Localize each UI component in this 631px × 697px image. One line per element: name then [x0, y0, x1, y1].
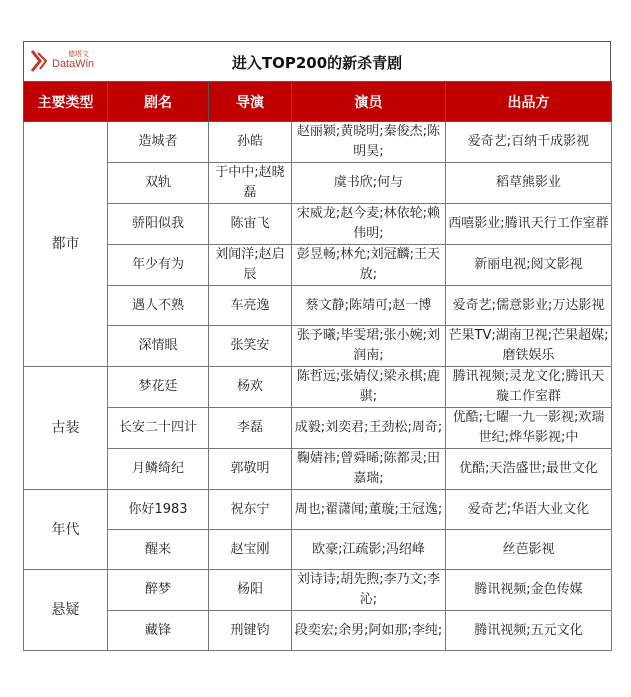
director: 孙皓 — [209, 122, 292, 163]
table-row — [24, 367, 612, 408]
category-cell: 悬疑 — [24, 570, 108, 651]
producer: 优酷;天浩盛世;最世文化 — [446, 449, 612, 490]
drama-name: 双轨 — [108, 163, 209, 204]
producer: 爱奇艺;华语大业文化 — [446, 490, 612, 530]
director: 刑键钧 — [209, 611, 292, 651]
header-row — [24, 82, 612, 122]
drama-name: 造城者 — [108, 122, 209, 163]
table-title: 进入TOP200的新杀青剧 — [231, 54, 403, 72]
drama-name: 骄阳似我 — [108, 204, 209, 245]
cast: 周也;翟潇闻;董璇;王冠逸; — [292, 490, 446, 530]
table-row — [24, 449, 612, 490]
director: 杨欢 — [209, 367, 292, 408]
cast: 鞠婧祎;曾舜晞;陈都灵;田嘉瑞; — [292, 449, 446, 490]
cast: 虞书欣;何与 — [292, 163, 446, 204]
table-row — [24, 204, 612, 245]
director: 张笑安 — [209, 326, 292, 367]
producer: 西嘻影业;腾讯天行工作室群 — [446, 204, 612, 245]
director: 赵宝刚 — [209, 530, 292, 570]
cast: 陈哲远;张婧仪;梁永棋;鹿骐; — [292, 367, 446, 408]
producer: 优酷;七曜一九一影视;欢瑞世纪;烨华影视;中 — [446, 408, 612, 449]
producer: 腾讯视频;灵龙文化;腾讯天璇工作室群 — [446, 367, 612, 408]
drama-name: 年少有为 — [108, 245, 209, 286]
header-director: 导演 — [209, 82, 292, 122]
cast: 成毅;刘奕君;王劲松;周奇; — [292, 408, 446, 449]
director: 李磊 — [209, 408, 292, 449]
producer: 丝芭影视 — [446, 530, 612, 570]
drama-name: 你好1983 — [108, 490, 209, 530]
table-row — [24, 611, 612, 651]
producer: 芒果TV;湖南卫视;芒果超媒;磨铁娱乐 — [446, 326, 612, 367]
drama-name: 长安二十四计 — [108, 408, 209, 449]
table-row — [24, 163, 612, 204]
cast: 蔡文静;陈靖可;赵一博 — [292, 286, 446, 326]
table-row — [24, 245, 612, 286]
drama-table — [23, 81, 612, 651]
director: 刘闻洋;赵启辰 — [209, 245, 292, 286]
drama-name: 月鳞绮纪 — [108, 449, 209, 490]
drama-table-sheet — [23, 41, 611, 651]
table-row — [24, 490, 612, 530]
director: 于中中;赵晓磊 — [209, 163, 292, 204]
cast: 赵丽颖;黄晓明;秦俊杰;陈明昊; — [292, 122, 446, 163]
table-row — [24, 286, 612, 326]
cast: 欧豪;江疏影;冯绍峰 — [292, 530, 446, 570]
table-row — [24, 122, 612, 163]
title-row — [23, 41, 611, 81]
table-row — [24, 530, 612, 570]
cast: 彭昱畅;林允;刘冠麟;王天放; — [292, 245, 446, 286]
logo-cn-text: 德塔文 — [68, 50, 89, 58]
category-cell: 古装 — [24, 367, 108, 490]
producer: 腾讯视频;五元文化 — [446, 611, 612, 651]
director: 郭敬明 — [209, 449, 292, 490]
cast: 段奕宏;余男;阿如那;李纯; — [292, 611, 446, 651]
header-producer: 出品方 — [446, 82, 612, 122]
drama-name: 深情眼 — [108, 326, 209, 367]
drama-name: 醒来 — [108, 530, 209, 570]
table-row — [24, 408, 612, 449]
cast: 张予曦;毕雯珺;张小婉;刘润南; — [292, 326, 446, 367]
director: 陈宙飞 — [209, 204, 292, 245]
drama-name: 梦花廷 — [108, 367, 209, 408]
drama-name: 藏锋 — [108, 611, 209, 651]
producer: 爱奇艺;百纳千成影视 — [446, 122, 612, 163]
drama-name: 醉梦 — [108, 570, 209, 611]
producer: 腾讯视频;金色传媒 — [446, 570, 612, 611]
drama-name: 遇人不熟 — [108, 286, 209, 326]
director: 祝东宁 — [209, 490, 292, 530]
cast: 宋威龙;赵今麦;林依轮;赖伟明; — [292, 204, 446, 245]
table-row — [24, 570, 612, 611]
header-category: 主要类型 — [24, 82, 108, 122]
cast: 刘诗诗;胡先煦;李乃文;李沁; — [292, 570, 446, 611]
table-row — [24, 326, 612, 367]
category-cell: 都市 — [24, 122, 108, 367]
director: 杨阳 — [209, 570, 292, 611]
producer: 新丽电视;阅文影视 — [446, 245, 612, 286]
header-title: 剧名 — [108, 82, 209, 122]
director: 车亮逸 — [209, 286, 292, 326]
producer: 稻草熊影业 — [446, 163, 612, 204]
header-cast: 演员 — [292, 82, 446, 122]
category-cell: 年代 — [24, 490, 108, 570]
logo-en-text: DataWin — [52, 58, 95, 70]
producer: 爱奇艺;儒意影业;万达影视 — [446, 286, 612, 326]
